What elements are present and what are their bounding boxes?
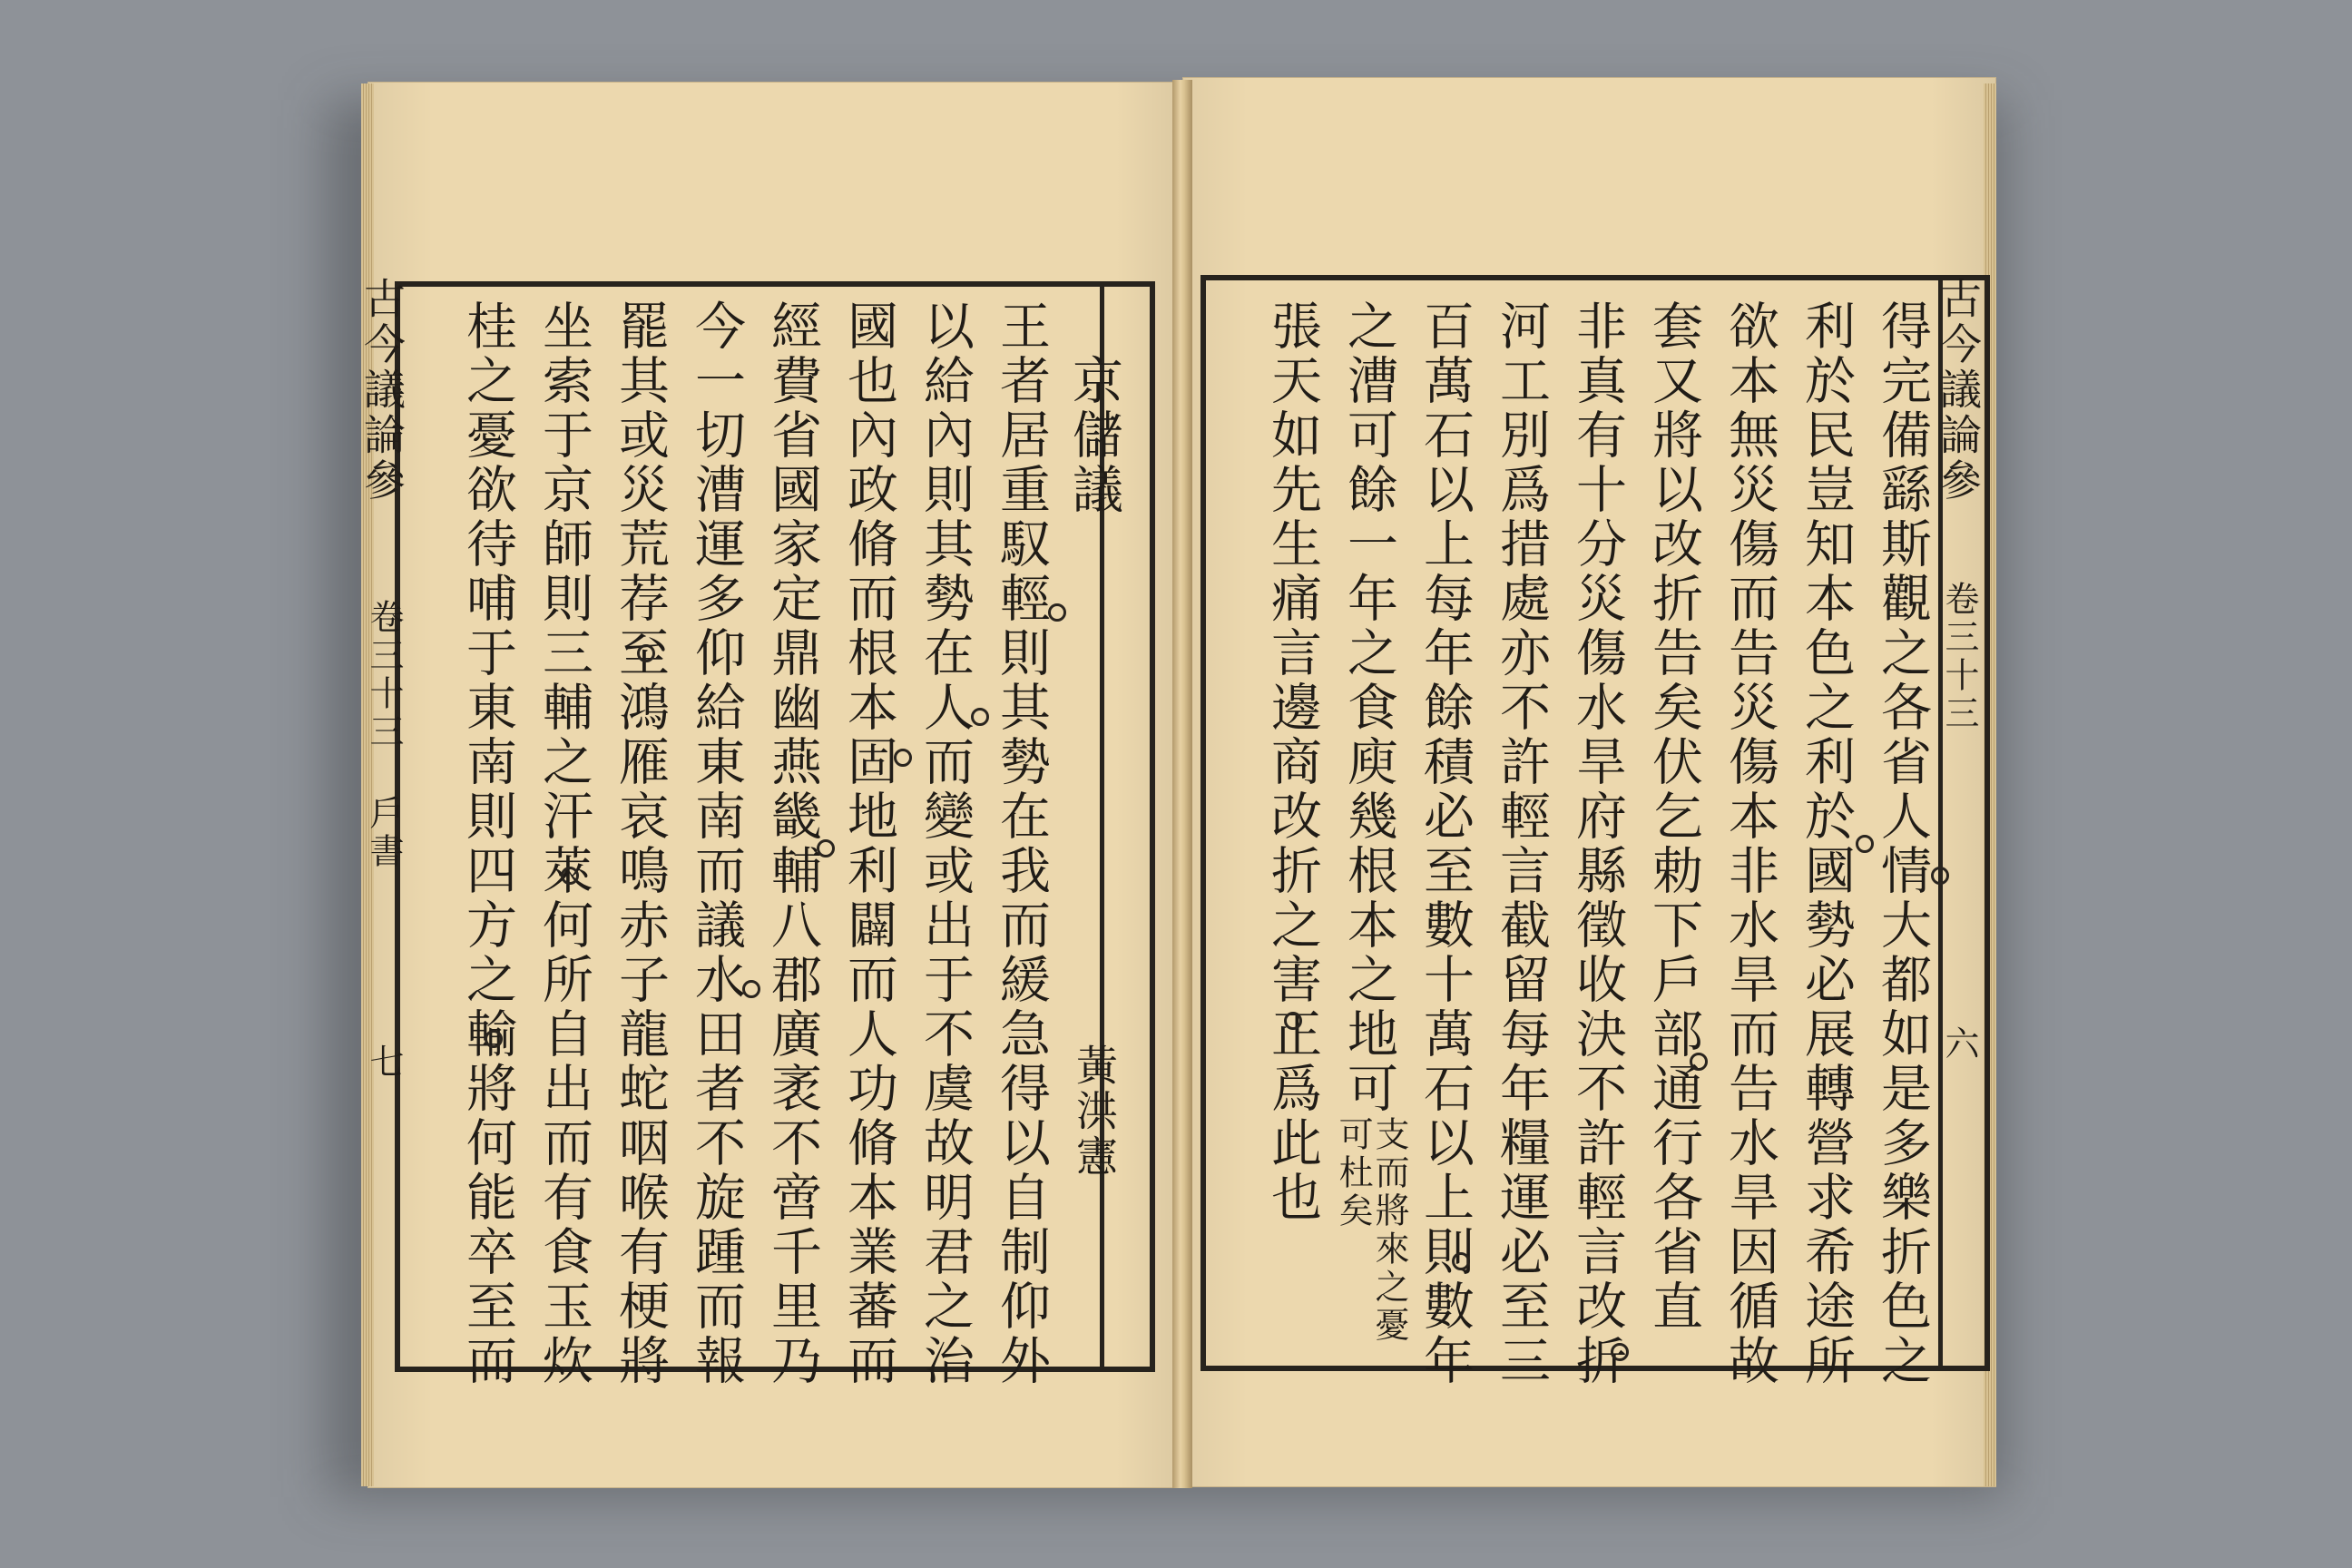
punctuation-circle <box>1931 867 1949 885</box>
punctuation-circle <box>742 980 760 998</box>
left-column-7: 坐索于京師則三輔之汗萊何所自出而有食玉炊 <box>534 299 593 1388</box>
left-column-2: 以給內則其勢在人而變或出于不虞故明君之治 <box>916 299 975 1388</box>
right-margin-volume: 卷三十三 <box>1939 581 1979 733</box>
right-column-4: 套又將以改折告矣伏乞勅下戶部通行各省直 <box>1644 299 1703 1334</box>
right-small-annotation: 支而將來之憂可杜矣 <box>1333 1116 1409 1345</box>
right-column-5: 非真有十分災傷水旱府縣徵收決不許輕言改折 <box>1568 299 1627 1388</box>
essay-author: 黃洪憲 <box>1070 1044 1119 1180</box>
punctuation-circle <box>1452 1252 1470 1270</box>
essay-heading: 京儲議 <box>1064 354 1123 517</box>
punctuation-circle <box>561 867 579 885</box>
right-column-3: 欲本無災傷而告災傷本非水旱而告水旱因循故 <box>1720 299 1779 1388</box>
punctuation-circle <box>971 708 989 726</box>
right-margin-title: 古今議論參 <box>1934 277 1983 504</box>
punctuation-circle <box>894 749 912 767</box>
punctuation-circle <box>1856 835 1874 853</box>
punctuation-circle <box>1048 603 1066 622</box>
punctuation-circle <box>1611 1343 1629 1361</box>
left-column-3: 國也內政脩而根本固地利闢而人功脩本業蕃而 <box>839 299 898 1388</box>
right-margin-page: 六 <box>1939 1025 1979 1063</box>
left-column-4: 經費省國家定鼎幽燕畿輔八郡廣袤不啻千里乃 <box>763 299 822 1388</box>
left-column-5: 今一切漕運多仰給東南而議水田者不旋踵而報 <box>687 299 746 1388</box>
punctuation-circle <box>1284 1012 1302 1030</box>
right-column-9: 張天如先生痛言邊商改折之害正爲此也 <box>1263 299 1322 1225</box>
right-column-2: 利於民豈知本色之利於國勢必展轉營求希途所 <box>1797 299 1856 1388</box>
left-column-6: 罷其或災荒荐至鴻雁哀鳴赤子龍蛇咽喉有梗將 <box>611 299 670 1388</box>
left-margin-volume: 卷三十三 戶書 <box>364 599 404 871</box>
left-margin-page: 七 <box>364 1044 404 1082</box>
left-column-1: 王者居重馭輕則其勢在我而緩急得以自制仰外 <box>992 299 1051 1388</box>
left-margin-title: 古今議論參 <box>358 277 407 504</box>
right-column-8: 之漕可餘一年之食庾幾根本之地可 <box>1339 299 1398 1116</box>
right-column-6: 河工別爲措處亦不許輕言截留每年糧運必至三 <box>1492 299 1551 1388</box>
right-column-7: 百萬石以上每年餘積必至數十萬石以上則數年 <box>1416 299 1475 1388</box>
punctuation-circle <box>817 839 835 858</box>
right-column-1: 得完備繇斯觀之各省人情大都如是多樂折色之 <box>1873 299 1932 1388</box>
book-gutter <box>1172 80 1192 1488</box>
punctuation-circle <box>637 644 655 662</box>
punctuation-circle <box>1690 1053 1708 1071</box>
punctuation-circle <box>485 1030 503 1048</box>
left-column-8: 桂之憂欲待哺于東南則四方之輸將何能卒至而 <box>458 299 517 1388</box>
